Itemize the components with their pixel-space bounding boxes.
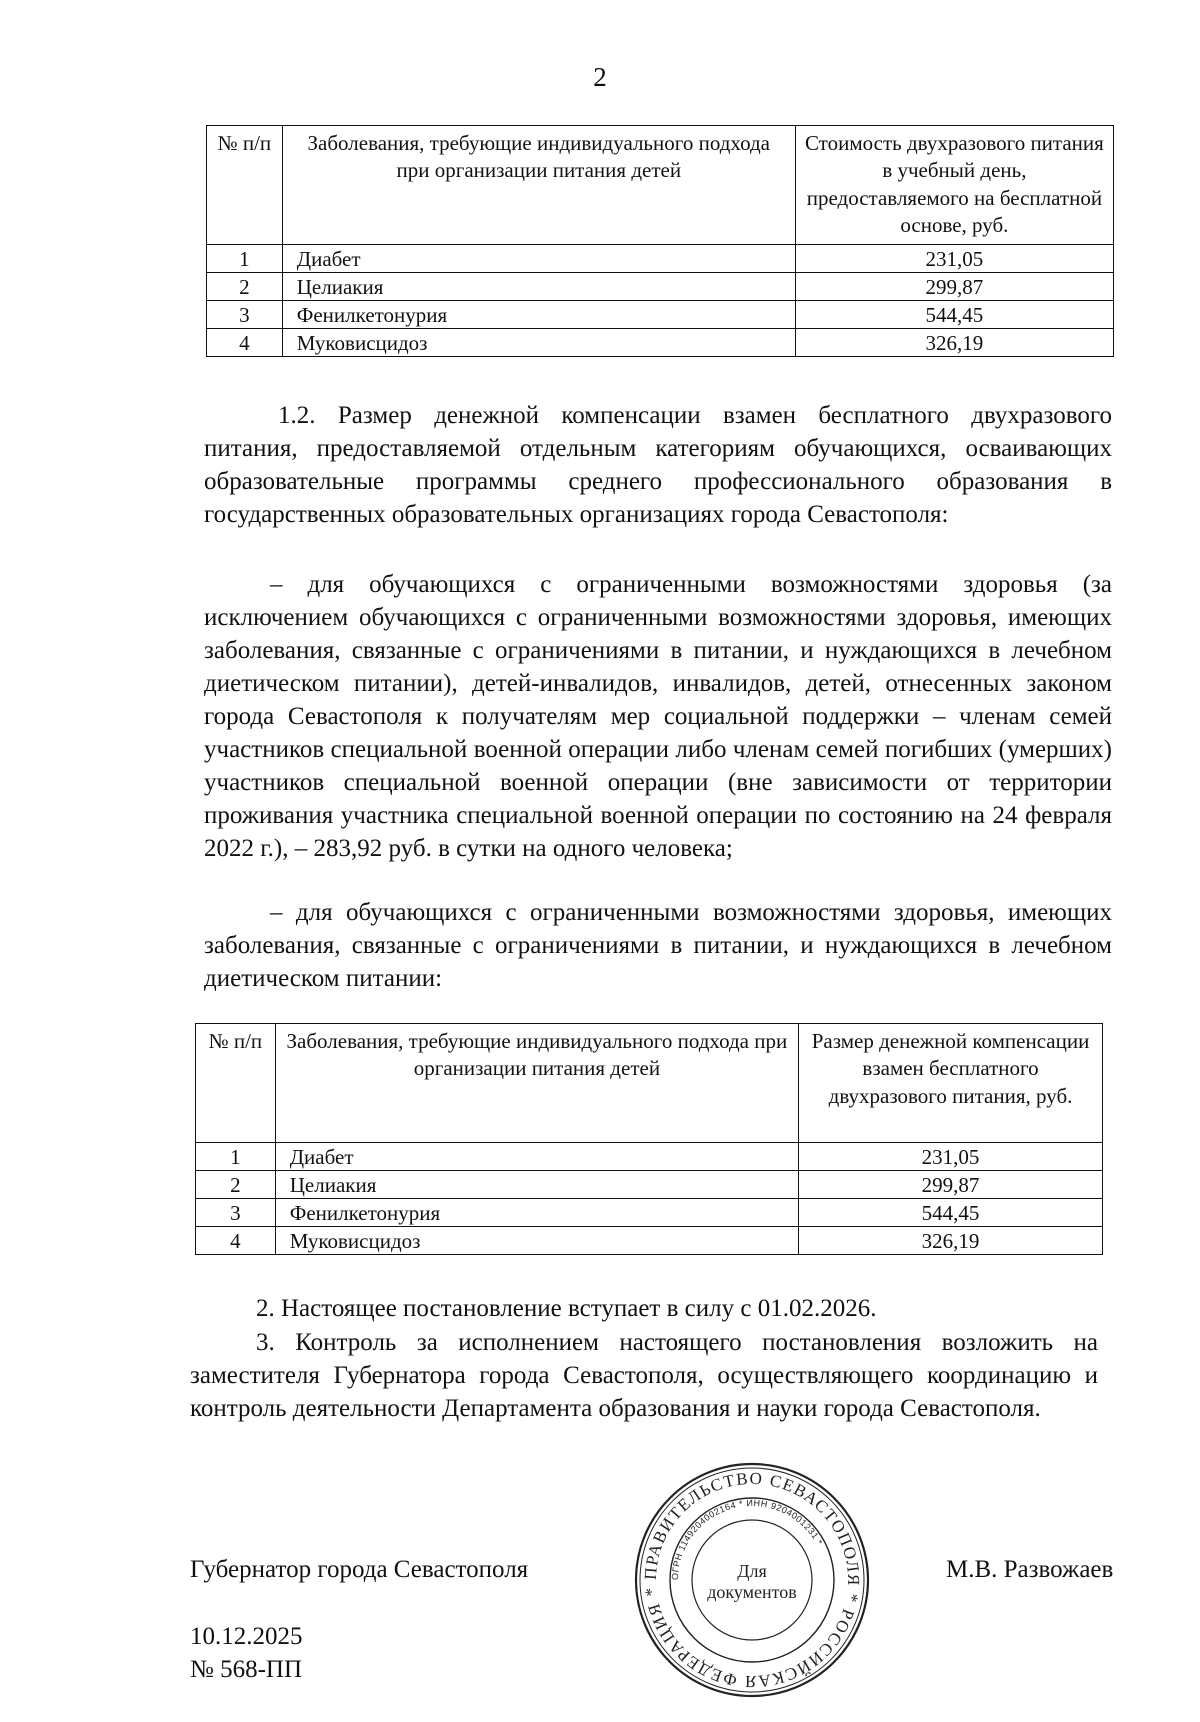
- column-header-number: № п/п: [207, 126, 283, 245]
- row-number: 2: [207, 273, 283, 301]
- row-number: 2: [196, 1171, 276, 1199]
- official-seal: [632, 1460, 872, 1700]
- page-number: 2: [593, 62, 607, 92]
- column-header-compensation: Размер денежной компенсации взамен бесплатного двухразового питания, руб.: [799, 1024, 1103, 1143]
- section-1-2-text: 1.2. Размер денежной компенсации взамен бесплатного двухразового питания, предоставляемой отдельным категориям обучающихся, осваивающих образовательные программы среднего профессионального образования в государственных образовательных организациях города Севастополя:: [204, 402, 1112, 528]
- table-row: [196, 1171, 1103, 1199]
- column-header-disease: Заболевания, требующие индивидуального подхода при организации питания детей: [282, 126, 795, 245]
- row-number: 1: [207, 245, 283, 273]
- cost-value: 299,87: [795, 273, 1113, 301]
- table-row: [207, 245, 1114, 273]
- section-2-paragraph: 2. Настоящее постановление вступает в силу с 01.02.2026.: [256, 1295, 877, 1322]
- signatory-name: М.В. Развожаев: [946, 1556, 1114, 1583]
- disease-name: Целиакия: [282, 273, 795, 301]
- column-header-cost: Стоимость двухразового питания в учебный день, предоставляемого на бесплатной основе, руб.: [795, 126, 1113, 245]
- cost-value: 326,19: [795, 329, 1113, 357]
- table-row: [207, 329, 1114, 357]
- signatory-position: Губернатор города Севастополя: [190, 1556, 529, 1583]
- bullet-item-diet-students: – для обучающихся с ограниченными возможностями здоровья, имеющих заболевания, связанные с ограничениями в питании, и нуждающихся в лечебном диетическом питании:: [204, 899, 1112, 992]
- seal-center-line-1: Для: [737, 1561, 767, 1581]
- row-number: 3: [207, 301, 283, 329]
- row-number: 4: [196, 1227, 276, 1255]
- compensation-value: 231,05: [799, 1143, 1103, 1171]
- seal-outer-text: ПРАВИТЕЛЬСТВО СЕВАСТОПОЛЯ * РОССИЙСКАЯ ФЕДЕРАЦИЯ *: [640, 1468, 864, 1692]
- disease-name: Целиакия: [275, 1171, 798, 1199]
- bullet-item-disabled-students: – для обучающихся с ограниченными возможностями здоровья (за исключением обучающихся с ограниченными возможностями здоровья, имеющих заболевания, связанные с ограничениями в питании, и нуждающихся в лечебном диетическом питании), детей-инвалидов, инвалидов, детей, отнесенных законом города Севастополя к получателям мер социальной поддержки – членам семей участников специальной военной операции либо членам семей погибших (умерших) участников специальной военной операции (вне зависимости от территории проживания участника специальной военной операции по состоянию на 24 февраля 2022 г.), – 283,92 руб. в сутки на одного человека;: [204, 571, 1112, 862]
- row-number: 4: [207, 329, 283, 357]
- disease-name: Диабет: [282, 245, 795, 273]
- disease-name: Муковисцидоз: [275, 1227, 798, 1255]
- row-number: 1: [196, 1143, 276, 1171]
- disease-name: Диабет: [275, 1143, 798, 1171]
- section-1-2-paragraph: [204, 399, 1112, 531]
- document-date-block: [190, 1620, 303, 1686]
- disease-name: Муковисцидоз: [282, 329, 795, 357]
- cost-value: 544,45: [795, 301, 1113, 329]
- disease-name: Фенилкетонурия: [282, 301, 795, 329]
- table-row: [207, 301, 1114, 329]
- compensation-value: 299,87: [799, 1171, 1103, 1199]
- meal-cost-table: [206, 125, 1114, 357]
- table-row: [207, 273, 1114, 301]
- table-header-row: [196, 1024, 1103, 1143]
- seal-inner-text: ОГРН 1149204002164 * ИНН 9204001231 *: [669, 1497, 825, 1581]
- compensation-value: 326,19: [799, 1227, 1103, 1255]
- document-date: 10.12.2025: [190, 1623, 303, 1650]
- row-number: 3: [196, 1199, 276, 1227]
- compensation-table: [195, 1023, 1103, 1255]
- seal-center-line-2: документов: [707, 1582, 797, 1602]
- document-number: № 568-ПП: [190, 1656, 303, 1683]
- column-header-disease: Заболевания, требующие индивидуального подхода при организации питания детей: [275, 1024, 798, 1143]
- disease-name: Фенилкетонурия: [275, 1199, 798, 1227]
- table-row: [196, 1143, 1103, 1171]
- table-header-row: [207, 126, 1114, 245]
- table-row: [196, 1199, 1103, 1227]
- column-header-number: № п/п: [196, 1024, 276, 1143]
- table-row: [196, 1227, 1103, 1255]
- section-3-paragraph: 3. Контроль за исполнением настоящего постановления возложить на заместителя Губернатора города Севастополя, осуществляющего координацию и контроль деятельности Департамента образования и науки города Севастополя.: [190, 1329, 1098, 1422]
- compensation-value: 544,45: [799, 1199, 1103, 1227]
- cost-value: 231,05: [795, 245, 1113, 273]
